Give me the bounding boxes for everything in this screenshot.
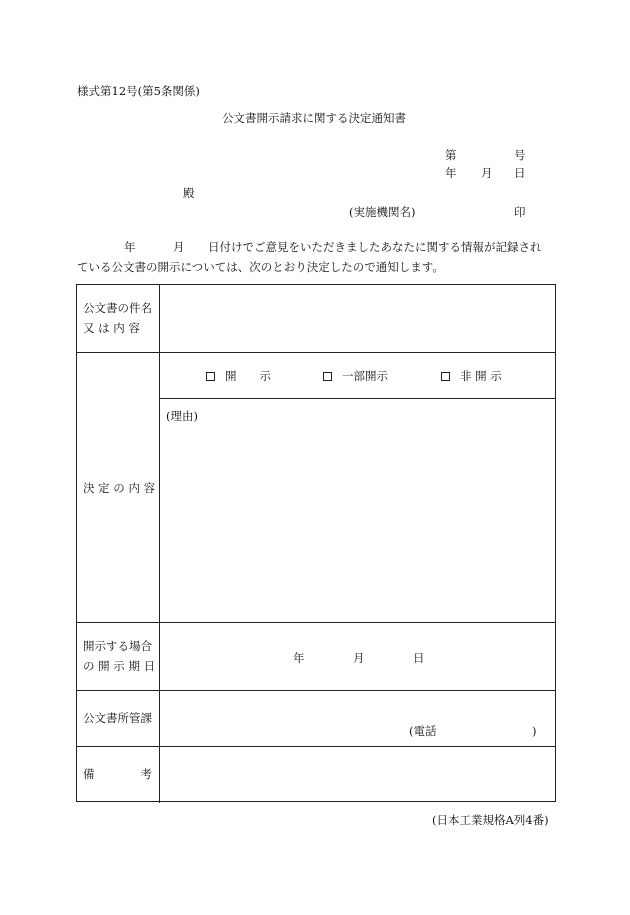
paper-size-note: (日本工業規格A列4番) — [432, 813, 549, 827]
agency-name-label: (実施機関名) — [349, 205, 416, 219]
disclose-checkbox[interactable] — [206, 372, 215, 381]
issue-year-label: 年 — [445, 166, 457, 180]
disclosure-date-row — [77, 623, 555, 691]
option-non-disclose-label: 非 開 示 — [460, 369, 502, 383]
option-partial-label: 一部開示 — [342, 369, 388, 383]
option-disclose-label: 開 示 — [225, 369, 271, 383]
document-title: 公文書開示請求に関する決定通知書 — [222, 111, 406, 125]
subject-row — [77, 285, 555, 353]
subject-label-line-2: 又 は 内 容 — [83, 321, 140, 335]
subject-label-line-1: 公文書の件名 — [83, 301, 152, 315]
notes-row — [77, 747, 555, 803]
addressee-suffix: 殿 — [183, 186, 195, 200]
decision-row — [77, 353, 555, 623]
intro-year-label: 年 — [124, 240, 136, 254]
subject-label-cell — [77, 285, 160, 352]
disclosure-date-label-cell — [77, 623, 160, 690]
intro-text-1: 日付けでご意見をいただきましたあなたに関する情報が記録され — [208, 240, 542, 254]
disclosure-date-field[interactable] — [160, 623, 555, 690]
options-divider — [160, 398, 555, 399]
decision-label: 決 定 の 内 容 — [83, 481, 156, 495]
phone-open-label: (電話 — [409, 724, 437, 738]
notes-field[interactable] — [160, 747, 555, 803]
notes-label: 備 考 — [83, 767, 152, 781]
number-suffix: 号 — [514, 148, 526, 162]
seal-mark: 印 — [514, 205, 526, 219]
intro-month-label: 月 — [173, 240, 185, 254]
disclosure-date-label-line-2: の 開 示 期 日 — [83, 659, 156, 673]
issue-day-label: 日 — [514, 166, 526, 180]
department-label-cell — [77, 691, 160, 746]
subject-field[interactable] — [160, 285, 555, 352]
non-disclose-checkbox[interactable] — [441, 372, 450, 381]
decision-label-cell — [77, 353, 160, 622]
disclosure-day-label: 日 — [413, 651, 425, 665]
disclosure-month-label: 月 — [353, 651, 365, 665]
decision-field — [160, 353, 555, 622]
decision-table — [76, 284, 556, 802]
phone-close-label: ) — [532, 724, 537, 738]
disclosure-date-label-line-1: 開示する場合 — [83, 639, 152, 653]
issue-month-label: 月 — [481, 166, 493, 180]
notes-label-cell — [77, 747, 160, 803]
number-prefix: 第 — [445, 148, 457, 162]
intro-line-2: ている公文書の開示については、次のとおり決定したので通知します。 — [77, 260, 444, 274]
form-number: 様式第12号(第5条関係) — [77, 84, 200, 98]
reason-label: (理由) — [166, 409, 198, 423]
disclosure-year-label: 年 — [293, 651, 305, 665]
option-partial-disclose[interactable] — [323, 371, 388, 383]
option-disclose[interactable] — [206, 371, 271, 383]
department-label: 公文書所管課 — [83, 711, 152, 725]
option-non-disclose[interactable] — [441, 371, 502, 383]
department-field[interactable] — [160, 691, 555, 746]
partial-disclose-checkbox[interactable] — [323, 372, 332, 381]
department-row — [77, 691, 555, 747]
